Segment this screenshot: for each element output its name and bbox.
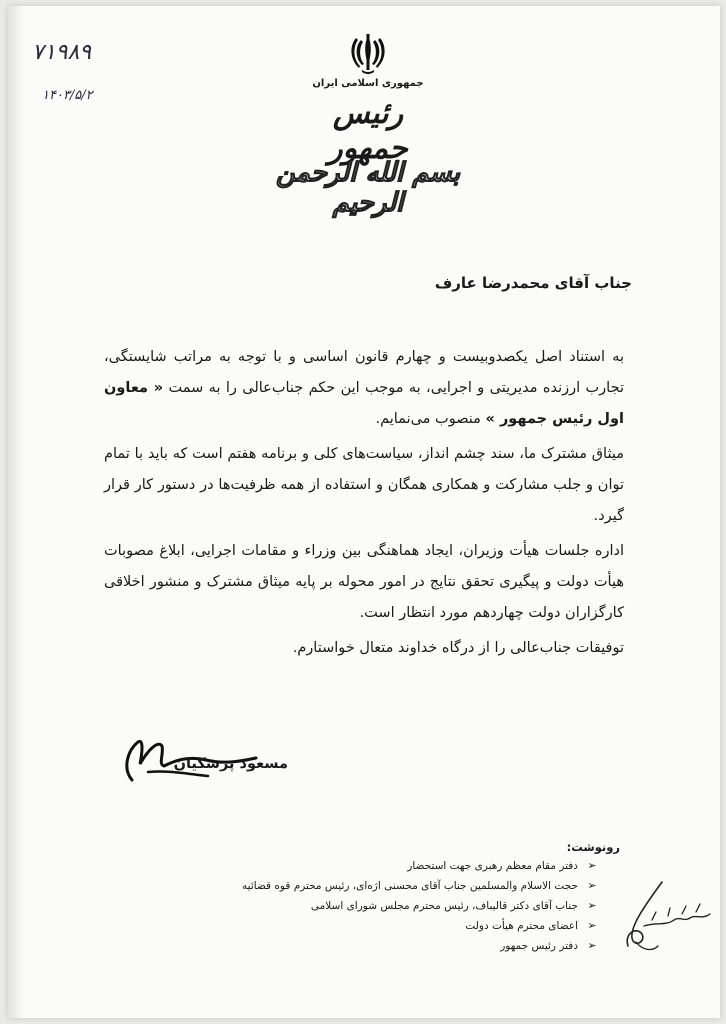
body-paragraph: [104, 342, 624, 435]
handwritten-document-date: ۱۴۰۳/۵/۲: [42, 88, 93, 103]
body-paragraph: اداره جلسات هیأت وزیران، ایجاد هماهنگی بین وزراء و مقامات اجرایی، ابلاغ مصوبات هیأت دولت و پیگیری تحقق نتایج در امور محوله بر پایه میثاق مشترک و منشور اخلاقی کارگزاران دولت چهاردهم مورد انتظار است.: [104, 543, 624, 621]
appointed-position: « معاون اول رئیس جمهور »: [104, 380, 624, 427]
cc-item: [158, 876, 598, 896]
iran-emblem-icon: [348, 32, 388, 76]
letter-body: [104, 342, 624, 668]
signer-name: مسعود پزشکیان: [173, 756, 288, 772]
page-edge-shadow: [8, 6, 24, 1018]
arrow-bullet-icon: ➢: [587, 919, 597, 932]
handwritten-signature: [118, 720, 268, 790]
cc-item-text: حجت الاسلام والمسلمین جناب آقای محسنی اژه‌ای، رئیس محترم قوه قضائیه: [242, 880, 578, 892]
arrow-bullet-icon: ➢: [587, 939, 597, 952]
cc-item-text: دفتر رئیس جمهور: [500, 940, 578, 952]
paragraph-text: به استناد اصل یکصدوبیست و چهارم قانون اساسی و با توجه به مراتب شایستگی، تجارب ارزنده مدیریتی و اجرایی، به موجب این حکم جناب‌عالی را به سمت: [104, 349, 624, 396]
cc-title: رونوشت:: [566, 840, 620, 854]
cc-item: [158, 936, 598, 956]
office-title: رئیس جمهور: [328, 96, 408, 166]
arrow-bullet-icon: ➢: [587, 879, 597, 892]
body-paragraph: توفیقات جناب‌عالی را از درگاه خداوند متعال خواستارم.: [292, 640, 624, 656]
cc-item-text: جناب آقای دکتر قالیباف، رئیس محترم مجلس شورای اسلامی: [310, 900, 578, 912]
paragraph-text: منصوب می‌نمایم.: [375, 411, 486, 427]
letter-page: [8, 6, 720, 1018]
arrow-bullet-icon: ➢: [587, 859, 597, 872]
handwritten-document-number: ۷۱۹۸۹: [32, 40, 92, 65]
cc-list: [158, 856, 598, 956]
body-paragraph: میثاق مشترک ما، سند چشم انداز، سیاست‌های کلی و برنامه هفتم است که باید با تمام توان و جلب مشارکت و همکاری همگان و استفاده از همه ظرفیت‌ها در دستور کار قرار گیرد.: [104, 446, 624, 524]
cc-item-text: اعضای محترم هیأت دولت: [465, 920, 578, 932]
bismillah-calligraphy: بسم الله الرحمن الرحیم: [276, 158, 460, 218]
letter-recipient: جناب آقای محمدرضا عارف: [434, 274, 632, 292]
cc-item: [158, 856, 598, 876]
cc-item: [158, 916, 598, 936]
arrow-bullet-icon: ➢: [587, 899, 597, 912]
country-name: جمهوری اسلامی ایران: [312, 78, 424, 89]
margin-handwritten-note: [622, 876, 718, 956]
cc-item: [158, 896, 598, 916]
cc-item-text: دفتر مقام معظم رهبری جهت استحضار: [407, 860, 578, 872]
